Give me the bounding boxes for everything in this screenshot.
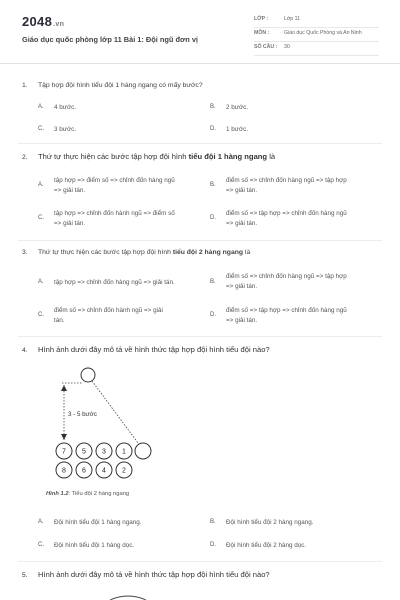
dotted-line [92, 381, 138, 443]
question-number: 1. [22, 82, 28, 89]
question-text-pre: Thứ tự thực hiện các bước tập hợp đội hình [38, 152, 189, 161]
q3-option-d[interactable] [210, 306, 382, 328]
soldier-number: 8 [62, 467, 66, 475]
option-text: 2 bước. [226, 104, 248, 111]
document-title: Giáo dục quốc phòng lớp 11 Bài 1: Đội ngũ đơn vị [22, 35, 198, 44]
row-1 [56, 443, 132, 459]
option-label: A. [38, 104, 44, 110]
meta-subject-row [254, 30, 379, 42]
q3-option-b[interactable] [210, 272, 382, 294]
option-text-line1: tập hợp => điểm số => chỉnh đốn hàng ngũ [54, 177, 175, 184]
option-label: B. [210, 519, 216, 525]
option-text-line2: => giải tán. [54, 220, 86, 227]
q3-option-c[interactable] [38, 306, 208, 328]
arrow-up-icon [61, 385, 67, 391]
option-label: C. [38, 312, 44, 318]
soldier-number: 1 [122, 448, 126, 456]
commander-circle [81, 368, 95, 382]
option-text-line2: => giải tán. [226, 187, 258, 194]
option-text-line2: => giải tán. [226, 317, 258, 324]
page-header [0, 0, 400, 64]
option-text: 3 bước. [54, 126, 76, 133]
question-text: Hình ảnh dưới đây mô tả về hình thức tập hợp đội hình tiểu đội nào? [38, 345, 270, 354]
meta-count-key: SỐ CÂU : [254, 44, 278, 50]
logo-tld: .vn [53, 21, 65, 28]
question-number: 4. [22, 347, 28, 354]
option-label: A. [38, 519, 44, 525]
option-text-line1: điểm số => chỉnh đốn hàng ngũ => tập hợp [226, 177, 347, 184]
question-5 [22, 570, 270, 579]
option-label: D. [210, 312, 216, 318]
meta-divider [254, 55, 379, 56]
meta-count-row [254, 44, 379, 56]
question-number: 5. [22, 572, 28, 579]
section-divider [18, 336, 382, 337]
meta-grade-key: LỚP : [254, 16, 269, 22]
empty-position-circle [135, 443, 151, 459]
question-number: 2. [22, 154, 28, 161]
option-text-line1: điểm số => tập hợp => chỉnh đốn hàng ngũ [226, 210, 347, 217]
option-label: B. [210, 104, 216, 110]
q3-option-a[interactable] [38, 278, 208, 290]
option-label: C. [38, 542, 44, 548]
option-text: Đội hình tiểu đội 2 hàng ngang. [226, 519, 314, 526]
option-label: D. [210, 542, 216, 548]
q2-option-d[interactable] [210, 209, 382, 231]
option-label: D. [210, 126, 216, 132]
soldier-number: 6 [82, 467, 86, 475]
logo-main: 2048 [22, 14, 53, 29]
option-label: A. [38, 182, 44, 188]
section-divider [18, 561, 382, 562]
section-divider [18, 143, 382, 144]
question-text-post: là [267, 152, 276, 161]
row-2 [56, 462, 132, 478]
option-text-line1: điểm số => chỉnh đốn hàng ngũ => tập hợp [226, 273, 347, 280]
option-label: A. [38, 279, 44, 285]
question-number: 3. [22, 249, 28, 256]
meta-count-value: 30 [284, 44, 290, 50]
option-text: Đội hình tiểu đội 1 hàng dọc. [54, 542, 135, 549]
option-label: B. [210, 182, 216, 188]
question-text-bold: tiểu đội 2 hàng ngang [172, 249, 244, 256]
question-text-post: là [243, 249, 251, 256]
option-text-line2: => giải tán. [226, 283, 258, 290]
option-label: B. [210, 279, 216, 285]
section-divider [18, 240, 382, 241]
option-text-line2: => giải tán. [54, 187, 86, 194]
q2-option-c[interactable] [38, 209, 208, 231]
figure-partial [108, 594, 148, 600]
question-text: Hình ảnh dưới đây mô tả về hình thức tập hợp đội hình tiểu đội nào? [38, 570, 270, 579]
soldier-number: 5 [82, 448, 86, 456]
option-label: D. [210, 215, 216, 221]
meta-divider [254, 27, 379, 28]
option-text-line2: tán. [54, 317, 65, 324]
option-text: 4 bước. [54, 104, 76, 111]
site-logo[interactable] [22, 14, 64, 29]
figure-caption-bold: Hình 1.2 [46, 491, 69, 497]
figure-caption-text: : Tiểu đội 2 hàng ngang [68, 491, 130, 497]
circle-arc [110, 596, 146, 600]
option-text-line1: điểm số => tập hợp => chỉnh đốn hàng ngũ [226, 307, 347, 314]
q2-option-a[interactable] [38, 176, 208, 198]
question-text-pre: Thứ tự thực hiện các bước tập hợp đội hình [38, 249, 173, 256]
option-text: 1 bước. [226, 126, 248, 133]
distance-label: 3 - 5 bước [68, 411, 97, 418]
option-label: C. [38, 215, 44, 221]
question-2 [22, 152, 275, 161]
question-text: Tập hợp đội hình tiểu đội 1 hàng ngang có mấy bước? [38, 82, 203, 89]
figure-caption [46, 491, 129, 497]
option-text-line1: điểm số => chỉnh đốn hành ngũ => giải [54, 307, 163, 314]
meta-grade-row [254, 16, 379, 28]
formation-diagram [40, 365, 170, 487]
question-3 [22, 249, 250, 256]
soldier-number: 3 [102, 448, 106, 456]
question-1 [22, 82, 203, 89]
option-label: C. [38, 126, 44, 132]
question-text-bold: tiểu đội 1 hàng ngang [188, 152, 268, 161]
option-text: Đội hình tiểu đội 2 hàng dọc. [226, 542, 307, 549]
option-text-line1: tập hợp => chỉnh đốn hàng ngũ => giải tán. [54, 279, 175, 286]
arrow-down-icon [61, 434, 67, 440]
soldier-number: 4 [102, 467, 106, 475]
option-text: Đội hình tiểu đội 1 hàng ngang. [54, 519, 142, 526]
option-text-line2: => giải tán. [226, 220, 258, 227]
option-text-line1: tập hợp => chỉnh đốn hành ngũ => điểm số [54, 210, 175, 217]
question-4 [22, 345, 270, 354]
soldier-number: 2 [122, 467, 126, 475]
meta-subject-value: Giáo dục Quốc Phòng và An Ninh [284, 30, 362, 36]
meta-divider [254, 41, 379, 42]
meta-grade-value: Lớp 11 [284, 16, 300, 22]
meta-subject-key: MÔN : [254, 30, 270, 36]
soldier-number: 7 [62, 448, 66, 456]
q2-option-b[interactable] [210, 176, 382, 198]
